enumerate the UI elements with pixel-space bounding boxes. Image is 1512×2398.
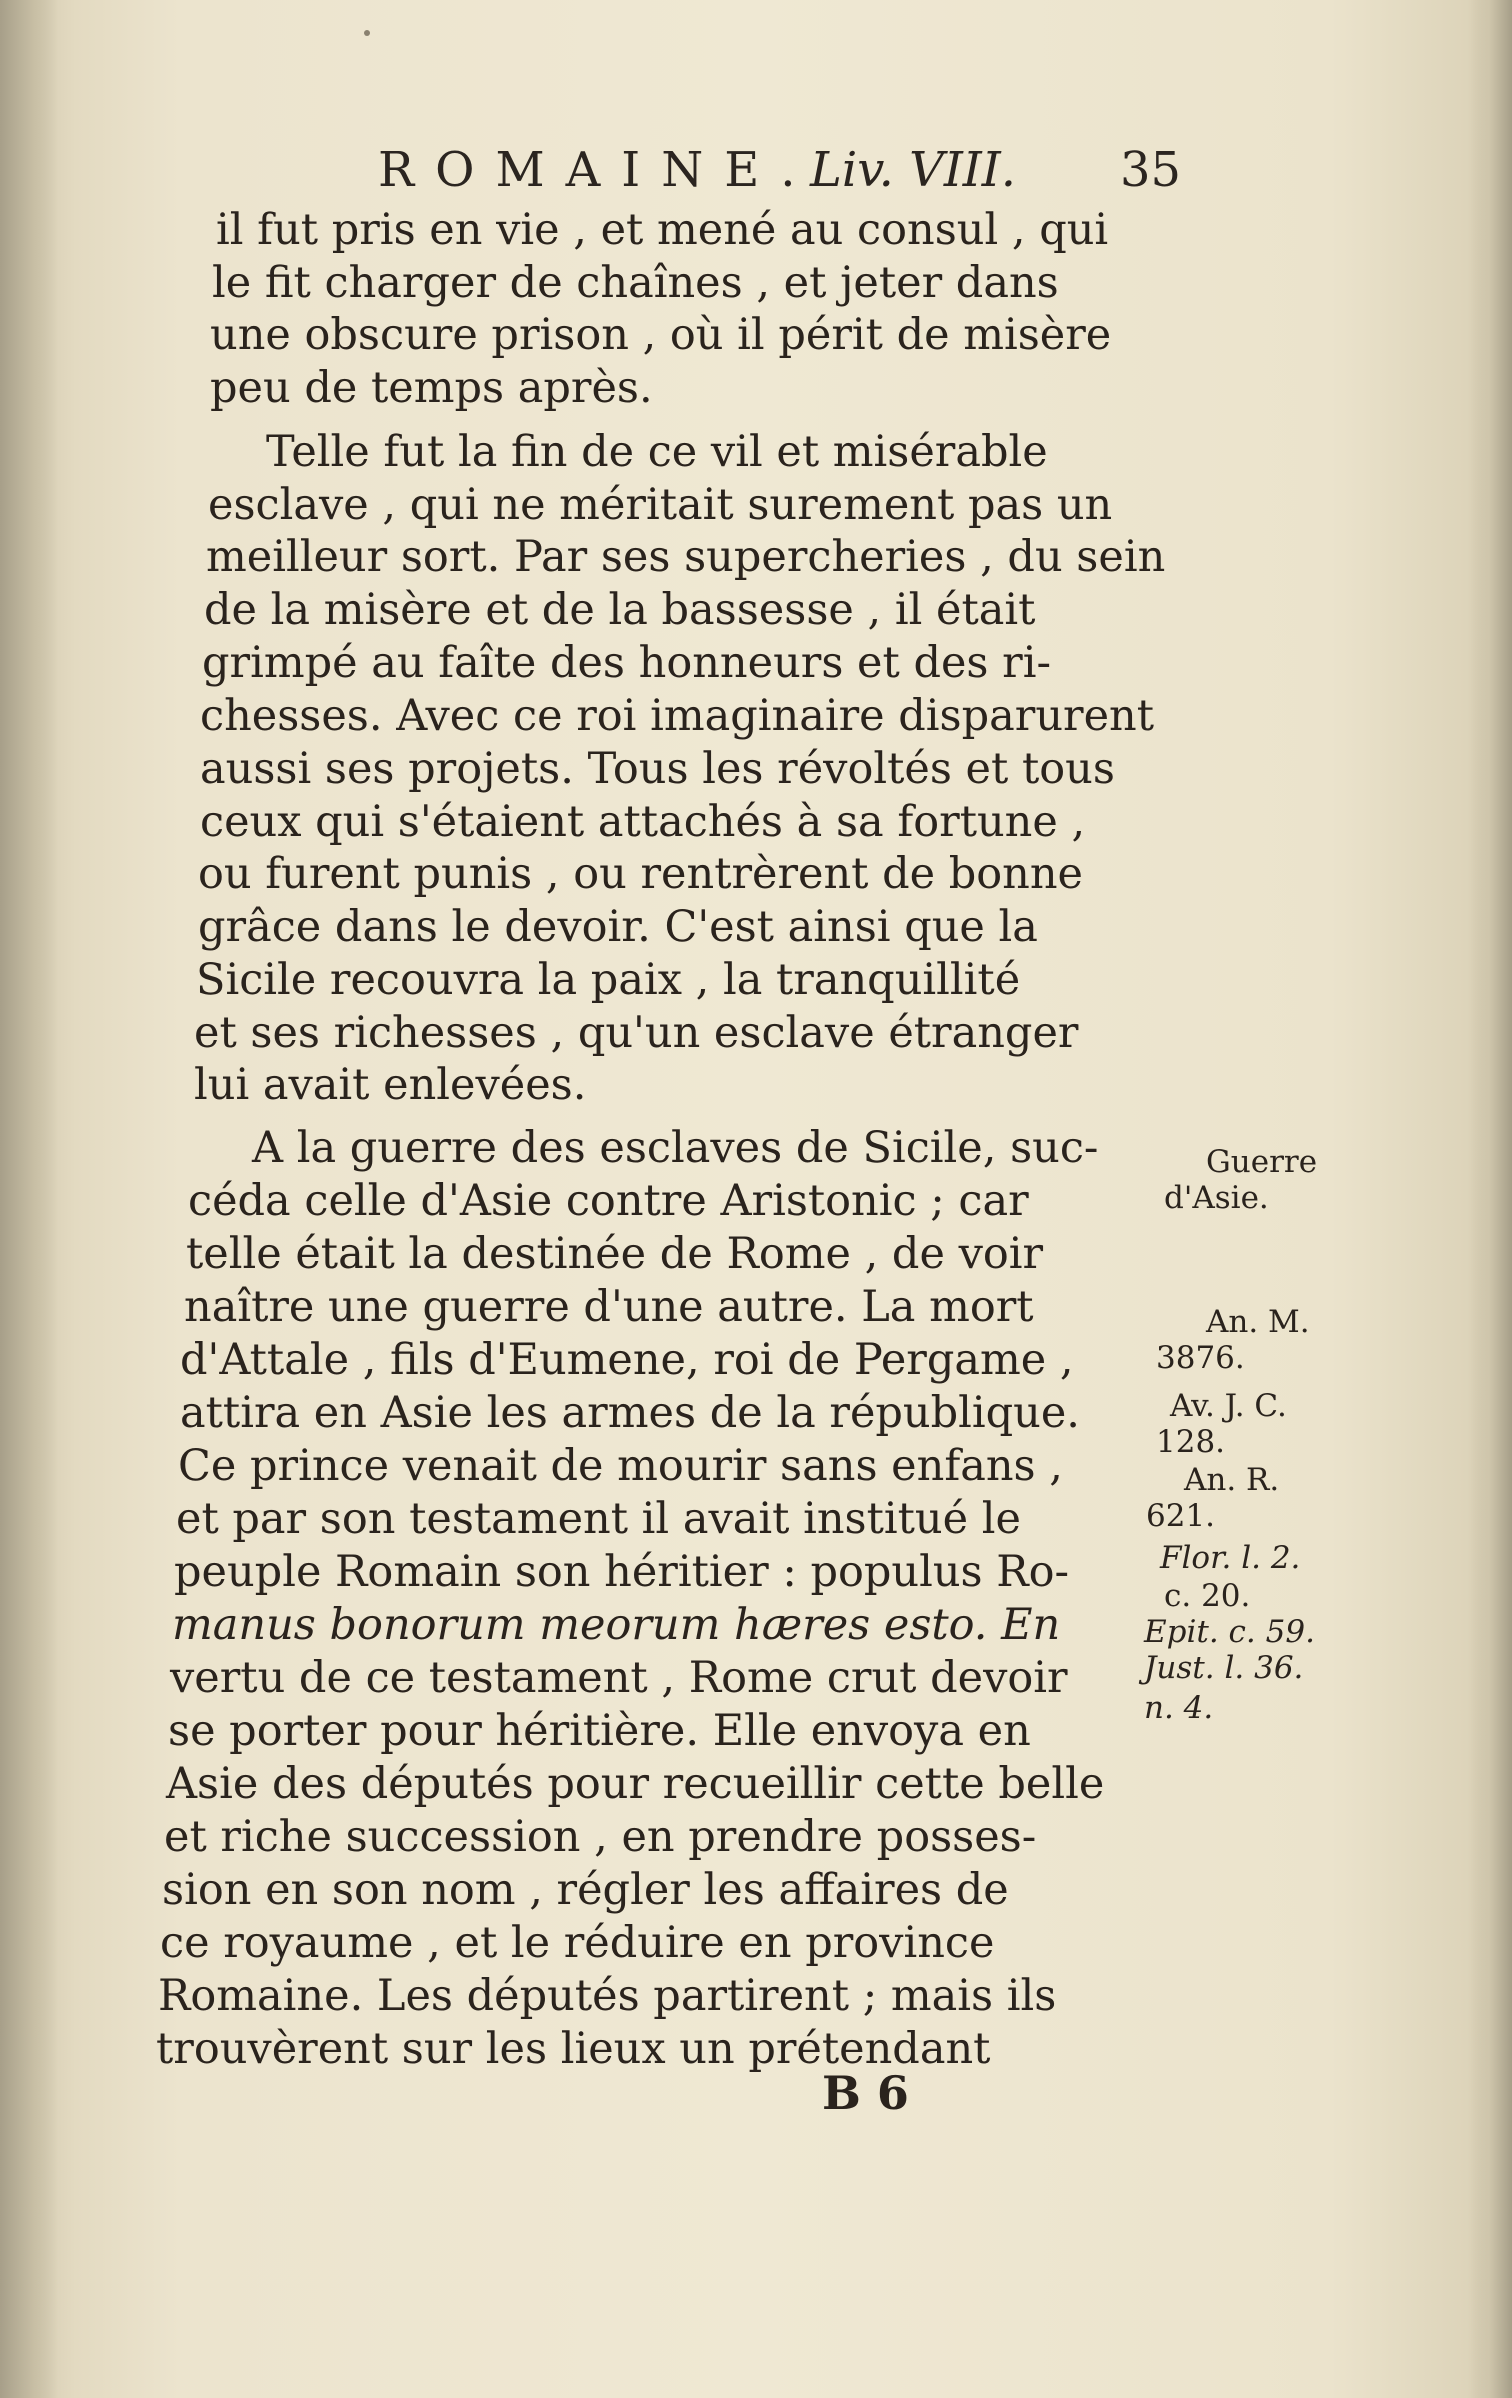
- text-line: de la misère et de la bassesse , il était: [204, 585, 1036, 635]
- text-line: Asie des députés pour recueillir cette belle: [166, 1759, 1105, 1809]
- text-line: céda celle d'Asie contre Aristonic ; car: [188, 1176, 1029, 1226]
- margin-note: Epit. c. 59.: [1144, 1614, 1315, 1650]
- text-line: Romaine. Les députés partirent ; mais ils: [158, 1971, 1057, 2021]
- text-line: chesses. Avec ce roi imaginaire disparurent: [200, 691, 1154, 741]
- text-line: Sicile recouvra la paix , la tranquillité: [196, 955, 1021, 1005]
- text-line: peu de temps après.: [210, 363, 653, 413]
- text-line: et par son testament il avait institué le: [176, 1494, 1021, 1544]
- margin-note: An. M.: [1206, 1304, 1310, 1340]
- text-line: telle était la destinée de Rome , de voir: [186, 1229, 1044, 1279]
- text-line: sion en son nom , régler les affaires de: [162, 1865, 1009, 1915]
- margin-note: 621.: [1146, 1498, 1216, 1534]
- margin-note: d'Asie.: [1164, 1180, 1269, 1216]
- text-line: peuple Romain son héritier : populus Ro-: [174, 1547, 1070, 1597]
- text-line: Telle fut la fin de ce vil et misérable: [266, 427, 1048, 477]
- text-line: ou furent punis , ou rentrèrent de bonne: [198, 849, 1084, 899]
- text-line: naître une guerre d'une autre. La mort: [184, 1282, 1034, 1332]
- text-line: le fit charger de chaînes , et jeter dans: [212, 258, 1059, 308]
- text-line: ceux qui s'étaient attachés à sa fortune ,: [200, 797, 1086, 847]
- text-line: et ses richesses , qu'un esclave étranger: [194, 1008, 1079, 1058]
- text-line: et riche succession , en prendre posses-: [164, 1812, 1037, 1862]
- text-line: manus bonorum meorum hæres esto. En: [172, 1600, 1061, 1650]
- text-line: ce royaume , et le réduire en province: [160, 1918, 995, 1968]
- header-title: ROMAINE.: [378, 142, 817, 198]
- text-line: une obscure prison , où il périt de misère: [210, 310, 1112, 360]
- text-line: grâce dans le devoir. C'est ainsi que la: [198, 902, 1038, 952]
- text-line: lui avait enlevées.: [194, 1060, 587, 1110]
- margin-note: Av. J. C.: [1170, 1388, 1287, 1424]
- text-line: Ce prince venait de mourir sans enfans ,: [178, 1441, 1063, 1491]
- text-line: vertu de ce testament , Rome crut devoir: [170, 1653, 1068, 1703]
- text-line: meilleur sort. Par ses supercheries , du sein: [206, 532, 1166, 582]
- text-line: d'Attale , fils d'Eumene, roi de Pergame ,: [180, 1335, 1074, 1385]
- signature-mark: B 6: [822, 2066, 909, 2120]
- text-line: il fut pris en vie , et mené au consul , qui: [216, 205, 1109, 255]
- page-number: 35: [1120, 142, 1182, 198]
- margin-note: 128.: [1156, 1424, 1226, 1460]
- margin-note: Just. l. 36.: [1144, 1650, 1304, 1686]
- margin-note: An. R.: [1184, 1462, 1280, 1498]
- margin-note: 3876.: [1156, 1340, 1245, 1376]
- text-line: se porter pour héritière. Elle envoya en: [168, 1706, 1031, 1756]
- margin-note: Guerre: [1206, 1144, 1318, 1180]
- text-line: esclave , qui ne méritait surement pas un: [208, 480, 1113, 530]
- text-line: attira en Asie les armes de la république.: [180, 1388, 1080, 1438]
- margin-note: c. 20.: [1164, 1578, 1251, 1614]
- text-line: grimpé au faîte des honneurs et des ri-: [202, 638, 1051, 688]
- margin-note: n. 4.: [1144, 1690, 1214, 1726]
- header-book: Liv. VIII.: [810, 142, 1016, 198]
- text-line: A la guerre des esclaves de Sicile, suc-: [252, 1123, 1099, 1173]
- margin-note: Flor. l. 2.: [1160, 1540, 1301, 1576]
- text-line: trouvèrent sur les lieux un prétendant: [156, 2024, 991, 2074]
- text-line: aussi ses projets. Tous les révoltés et tous: [200, 744, 1115, 794]
